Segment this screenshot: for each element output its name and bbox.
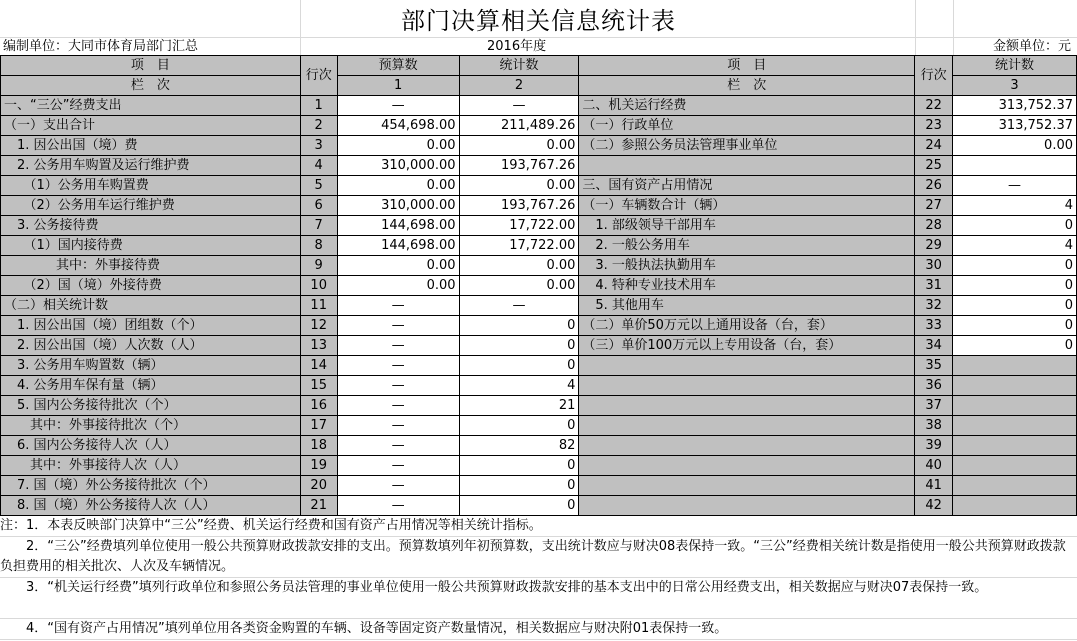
right-row-number: 23 [915,116,953,136]
note-1: 注：1．本表反映部门决算中“三公”经费、机关运行经费和国有资产占用情况等相关统计指标。 [0,516,1077,537]
left-item-cell: （2）公务用车运行维护费 [1,196,301,216]
left-row-number: 12 [300,316,337,336]
header-right-col: 3 [953,76,1077,96]
budget-cell: — [337,296,459,316]
right-item-cell [579,436,915,456]
budget-cell: — [337,96,459,116]
left-item-cell: （1）公务用车购置费 [1,176,301,196]
right-row-number: 39 [915,436,953,456]
stat-cell: 0.00 [459,276,579,296]
table-row [1,316,1077,336]
right-stat-cell: 4 [953,196,1077,216]
left-item-cell: （一）支出合计 [1,116,301,136]
fiscal-year: 2016年度 [487,39,547,54]
left-row-number: 9 [300,256,337,276]
right-item-cell: 5. 其他用车 [579,296,915,316]
stat-cell: 193,767.26 [459,196,579,216]
left-item-cell: 5. 国内公务接待批次（个） [1,396,301,416]
right-row-number: 30 [915,256,953,276]
stat-cell: 0.00 [459,136,579,156]
right-stat-cell [953,396,1077,416]
left-item-cell: 7. 国（境）外公务接待批次（个） [1,476,301,496]
right-stat-cell: 0 [953,216,1077,236]
left-item-cell: 一、“三公”经费支出 [1,96,301,116]
right-row-number: 32 [915,296,953,316]
right-stat-cell: 0.00 [953,136,1077,156]
right-item-cell [579,376,915,396]
table-row [1,216,1077,236]
right-stat-cell: 0 [953,296,1077,316]
header-lanci: 栏 次 [1,76,301,96]
table-row [1,336,1077,356]
right-row-number: 34 [915,336,953,356]
header-row-1 [1,56,1077,76]
left-row-number: 1 [300,96,337,116]
budget-cell: — [337,396,459,416]
right-row-number: 31 [915,276,953,296]
left-item-cell: （2）国（境）外接待费 [1,276,301,296]
right-stat-cell [953,436,1077,456]
left-row-number: 11 [300,296,337,316]
budget-cell: — [337,456,459,476]
stat-cell: 0 [459,316,579,336]
right-item-cell: 1. 部级领导干部用车 [579,216,915,236]
right-item-cell [579,396,915,416]
stat-cell: — [459,96,579,116]
right-item-cell [579,156,915,176]
right-stat-cell: 0 [953,316,1077,336]
left-row-number: 21 [300,496,337,516]
stat-cell: 0 [459,456,579,476]
stat-cell: 0 [459,336,579,356]
left-row-number: 3 [300,136,337,156]
header-budget: 预算数 [337,56,459,76]
right-row-number: 41 [915,476,953,496]
left-row-number: 5 [300,176,337,196]
left-row-number: 4 [300,156,337,176]
budget-cell: 0.00 [337,176,459,196]
budget-cell: — [337,476,459,496]
stat-cell: 0 [459,416,579,436]
budget-cell: 310,000.00 [337,156,459,176]
stat-cell: 0.00 [459,176,579,196]
right-item-cell [579,416,915,436]
header-stat: 统计数 [459,56,579,76]
left-row-number: 7 [300,216,337,236]
stat-cell: 193,767.26 [459,156,579,176]
stat-cell: 17,722.00 [459,216,579,236]
table-row [1,436,1077,456]
right-stat-cell [953,356,1077,376]
left-row-number: 16 [300,396,337,416]
note-4: 4．“国有资产占用情况”填列单位用各类资金购置的车辆、设备等固定资产数量情况，相关数据应与财决附01表保持一致。 [0,619,1077,640]
stat-cell: 82 [459,436,579,456]
left-row-number: 8 [300,236,337,256]
right-row-number: 26 [915,176,953,196]
right-row-number: 35 [915,356,953,376]
stat-cell: 211,489.26 [459,116,579,136]
left-item-cell: 8. 国（境）外公务接待人次（人） [1,496,301,516]
header-stat-col: 2 [459,76,579,96]
statistics-table [0,55,1077,516]
right-stat-cell: 313,752.37 [953,96,1077,116]
right-item-cell: 2. 一般公务用车 [579,236,915,256]
header-hangci: 行次 [300,56,337,96]
right-row-number: 22 [915,96,953,116]
left-item-cell: 4. 公务用车保有量（辆） [1,376,301,396]
left-row-number: 2 [300,116,337,136]
right-row-number: 27 [915,196,953,216]
table-row [1,496,1077,516]
budget-cell: 454,698.00 [337,116,459,136]
table-row [1,396,1077,416]
right-row-number: 33 [915,316,953,336]
note-3: 3．“机关运行经费”填列行政单位和参照公务员法管理的事业单位使用一般公共预算财政拨款安排的基本支出中的日常公用经费支出，相关数据应与财决07表保持一致。 [0,578,1077,619]
table-row [1,376,1077,396]
right-item-cell: 二、机关运行经费 [579,96,915,116]
header-item: 项 目 [1,56,301,76]
left-row-number: 20 [300,476,337,496]
left-row-number: 15 [300,376,337,396]
table-row [1,116,1077,136]
table-row [1,296,1077,316]
table-row [1,236,1077,256]
header-right-hangci: 行次 [915,56,953,96]
stat-cell: 0 [459,476,579,496]
left-row-number: 6 [300,196,337,216]
left-row-number: 10 [300,276,337,296]
right-stat-cell [953,476,1077,496]
right-item-cell: （一）行政单位 [579,116,915,136]
right-stat-cell: 313,752.37 [953,116,1077,136]
right-stat-cell: 0 [953,336,1077,356]
right-row-number: 24 [915,136,953,156]
right-item-cell [579,496,915,516]
budget-cell: 144,698.00 [337,216,459,236]
right-item-cell: 3. 一般执法执勤用车 [579,256,915,276]
table-row [1,176,1077,196]
budget-cell: — [337,496,459,516]
left-row-number: 19 [300,456,337,476]
right-stat-cell [953,416,1077,436]
left-row-number: 14 [300,356,337,376]
table-row [1,96,1077,116]
header-right-lanci: 栏 次 [579,76,915,96]
right-stat-cell [953,456,1077,476]
budget-cell: 144,698.00 [337,236,459,256]
budget-cell: 0.00 [337,276,459,296]
right-stat-cell: 0 [953,276,1077,296]
budget-cell: — [337,336,459,356]
left-item-cell: 3. 公务接待费 [1,216,301,236]
budget-cell: — [337,316,459,336]
right-item-cell: （一）车辆数合计（辆） [579,196,915,216]
left-item-cell: 其中：外事接待人次（人） [1,456,301,476]
left-item-cell: 其中：外事接待批次（个） [1,416,301,436]
table-row [1,476,1077,496]
table-row [1,456,1077,476]
right-item-cell [579,356,915,376]
left-item-cell: 1. 因公出国（境）费 [1,136,301,156]
budget-cell: 0.00 [337,256,459,276]
left-item-cell: 2. 公务用车购置及运行维护费 [1,156,301,176]
left-item-cell: 1. 因公出国（境）团组数（个） [1,316,301,336]
budget-cell: — [337,376,459,396]
right-stat-cell: 4 [953,236,1077,256]
budget-cell: 310,000.00 [337,196,459,216]
left-item-cell: （二）相关统计数 [1,296,301,316]
right-item-cell: （三）单价100万元以上专用设备（台，套） [579,336,915,356]
right-stat-cell [953,496,1077,516]
budget-cell: — [337,416,459,436]
header-right-stat: 统计数 [953,56,1077,76]
page-title: 部门决算相关信息统计表 [401,7,676,35]
table-row [1,276,1077,296]
right-stat-cell: — [953,176,1077,196]
right-row-number: 36 [915,376,953,396]
right-item-cell: 三、国有资产占用情况 [579,176,915,196]
right-row-number: 40 [915,456,953,476]
right-row-number: 29 [915,236,953,256]
table-row [1,156,1077,176]
right-stat-cell [953,376,1077,396]
left-row-number: 13 [300,336,337,356]
budget-cell: 0.00 [337,136,459,156]
left-row-number: 17 [300,416,337,436]
right-row-number: 42 [915,496,953,516]
header-budget-col: 1 [337,76,459,96]
right-row-number: 38 [915,416,953,436]
stat-cell: 0.00 [459,256,579,276]
stat-cell: 4 [459,376,579,396]
right-stat-cell [953,156,1077,176]
stat-cell: 0 [459,496,579,516]
left-row-number: 18 [300,436,337,456]
right-row-number: 25 [915,156,953,176]
table-row [1,416,1077,436]
table-row [1,196,1077,216]
right-item-cell: （二）单价50万元以上通用设备（台，套） [579,316,915,336]
left-item-cell: （1）国内接待费 [1,236,301,256]
right-item-cell: 4. 特种专业技术用车 [579,276,915,296]
budget-cell: — [337,356,459,376]
left-item-cell: 6. 国内公务接待人次（人） [1,436,301,456]
table-row [1,136,1077,156]
right-row-number: 37 [915,396,953,416]
stat-cell: 0 [459,356,579,376]
left-item-cell: 2. 因公出国（境）人次数（人） [1,336,301,356]
right-row-number: 28 [915,216,953,236]
stat-cell: 21 [459,396,579,416]
note-2: 2．“三公”经费填列单位使用一般公共预算财政拨款安排的支出。预算数填列年初预算数，支出统计数应与财决08表保持一致。“三公”经费相关统计数是指使用一般公共预算财政拨款负担费用的相关批次、人次及车辆情况。 [0,537,1077,578]
left-item-cell: 其中：外事接待费 [1,256,301,276]
right-item-cell [579,456,915,476]
right-item-cell [579,476,915,496]
right-item-cell: （二）参照公务员法管理事业单位 [579,136,915,156]
stat-cell: 17,722.00 [459,236,579,256]
table-row [1,256,1077,276]
budget-cell: — [337,436,459,456]
left-item-cell: 3. 公务用车购置数（辆） [1,356,301,376]
table-row [1,356,1077,376]
reporting-unit: 编制单位：大同市体育局部门汇总 [3,39,199,54]
stat-cell: — [459,296,579,316]
currency-unit: 金额单位：元 [992,39,1071,54]
right-stat-cell: 0 [953,256,1077,276]
header-right-item: 项 目 [579,56,915,76]
